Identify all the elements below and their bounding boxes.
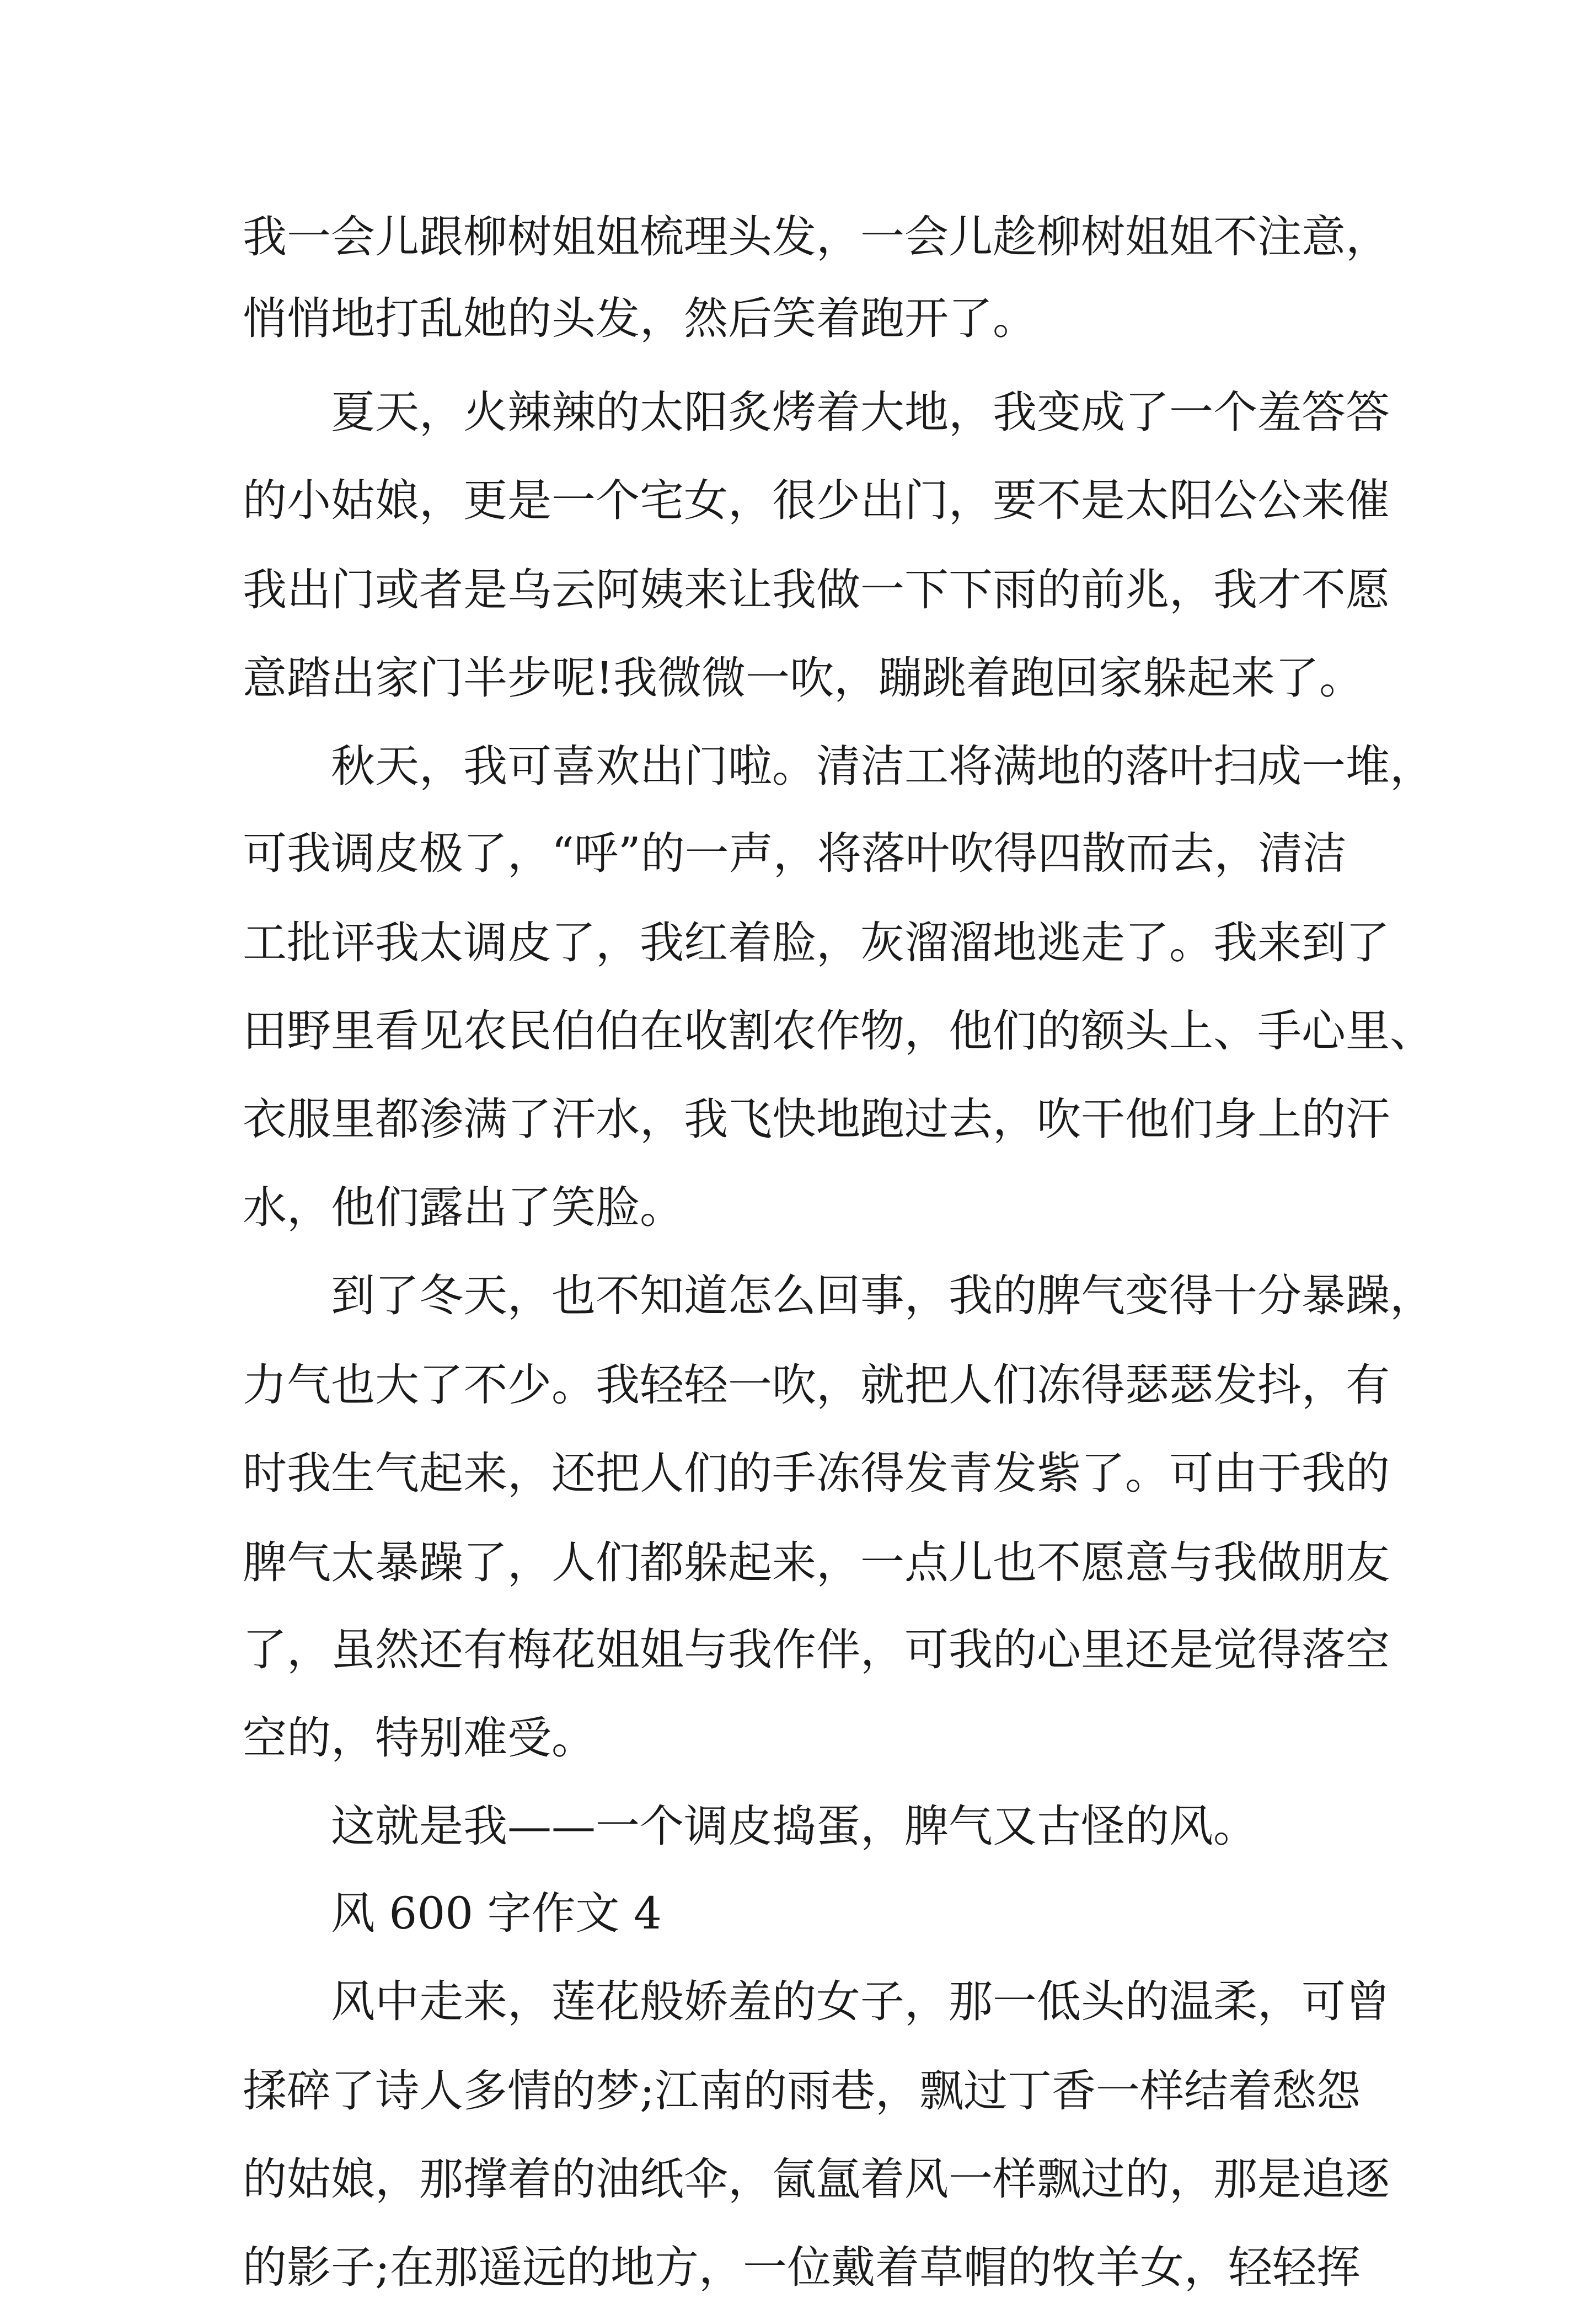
text-line: 力气也大了不少。我轻轻一吹，就把人们冻得瑟瑟发抖，有 <box>243 1359 1390 1411</box>
paragraph-summer-start: 夏天，火辣辣的太阳炙烤着大地，我变成了一个羞答答 <box>331 387 1390 438</box>
text-line: 时我生气起来，还把人们的手冻得发青发紫了。可由于我的 <box>243 1448 1390 1499</box>
text-line: 我出门或者是乌云阿姨来让我做一下下雨的前兆，我才不愿 <box>243 564 1390 615</box>
paragraph-autumn-start: 秋天，我可喜欢出门啦。清洁工将满地的落叶扫成一堆， <box>331 741 1434 792</box>
text-line: 的影子;在那遥远的地方，一位戴着草帽的牧羊女，轻轻挥 <box>243 2242 1361 2293</box>
text-line: 衣服里都渗满了汗水，我飞快地跑过去，吹干他们身上的汗 <box>243 1094 1390 1145</box>
paragraph-essay4-start: 风中走来，莲花般娇羞的女子，那一低头的温柔，可曾 <box>331 1976 1390 2027</box>
text-line: 可我调皮极了，“呼”的一声，将落叶吹得四散而去，清洁 <box>243 828 1347 879</box>
paragraph-conclusion: 这就是我——一个调皮捣蛋，脾气又古怪的风。 <box>331 1801 1257 1852</box>
essay-title: 风 600 字作文 4 <box>331 1888 662 1939</box>
text-line: 空的，特别难受。 <box>243 1712 596 1764</box>
text-line: 工批评我太调皮了，我红着脸，灰溜溜地逃走了。我来到了 <box>243 917 1390 968</box>
text-line: 水，他们露出了笑脸。 <box>243 1182 684 1233</box>
text-line: 的小姑娘，更是一个宅女，很少出门，要不是太阳公公来催 <box>243 475 1390 526</box>
paragraph-winter-start: 到了冬天，也不知道怎么回事，我的脾气变得十分暴躁， <box>331 1270 1434 1321</box>
text-line: 脾气太暴躁了，人们都躲起来，一点儿也不愿意与我做朋友 <box>243 1537 1390 1588</box>
text-line: 田野里看见农民伯伯在收割农作物，他们的额头上、手心里、 <box>243 1005 1434 1057</box>
text-line: 我一会儿跟柳树姐姐梳理头发，一会儿趁柳树姐姐不注意， <box>243 211 1390 262</box>
text-line: 揉碎了诗人多情的梦;江南的雨巷，飘过丁香一样结着愁怨 <box>243 2065 1361 2117</box>
text-line: 了，虽然还有梅花姐姐与我作伴，可我的心里还是觉得落空 <box>243 1624 1390 1675</box>
text-line: 悄悄地打乱她的头发，然后笑着跑开了。 <box>243 293 1037 344</box>
text-line: 意踏出家门半步呢!我微微一吹，蹦跳着跑回家躲起来了。 <box>243 652 1364 704</box>
text-line: 的姑娘，那撑着的油纸伞，氤氲着风一样飘过的，那是追逐 <box>243 2153 1390 2205</box>
